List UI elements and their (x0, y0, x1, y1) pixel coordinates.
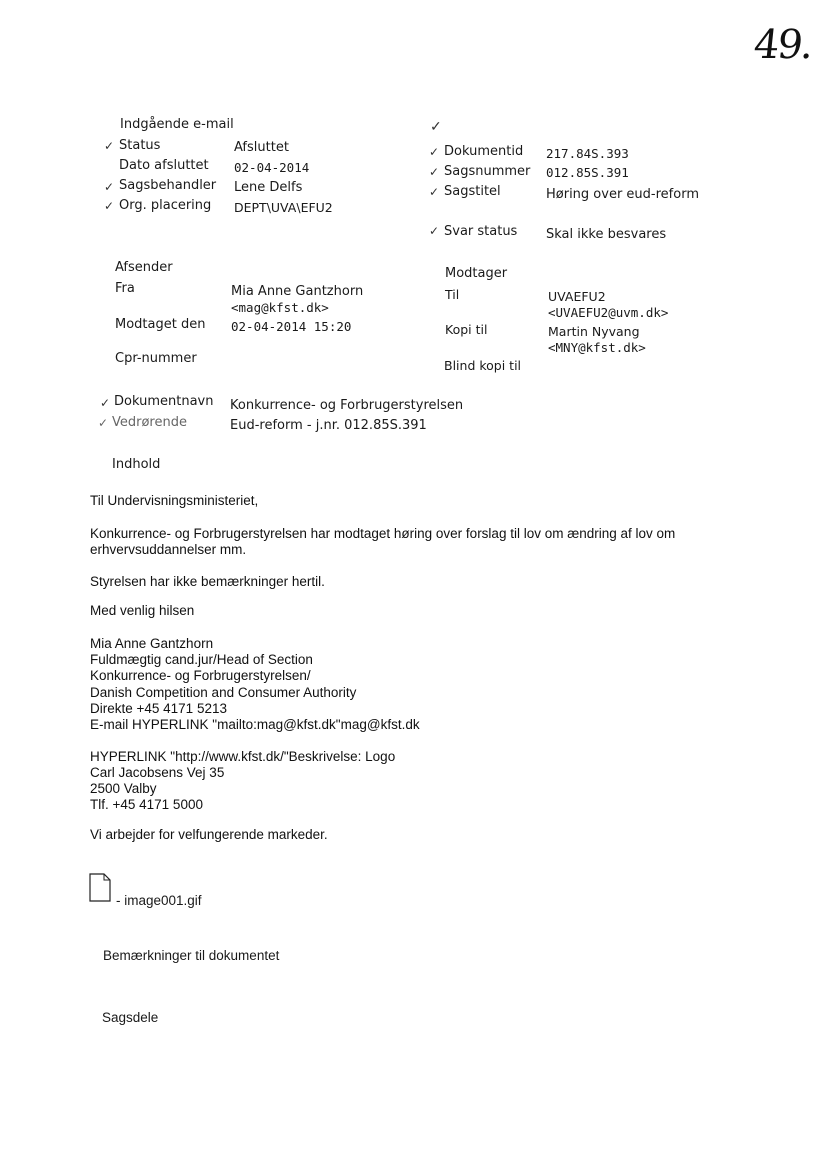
caseworker-label: Sagsbehandler (119, 178, 217, 193)
check-icon: ✓ (98, 416, 109, 430)
caseworker-value: Lene Delfs (234, 180, 303, 195)
handwritten-page-number: 49. (751, 22, 815, 68)
document-id-label: Dokumentid (444, 144, 524, 159)
case-parts-heading: Sagsdele (102, 1010, 159, 1025)
regarding-label: Vedrørende (112, 415, 187, 430)
org-placement-value: DEPT\UVA\EFU2 (234, 200, 333, 215)
to-label: Til (445, 287, 460, 302)
cc-email: <MNY@kfst.dk> (548, 340, 646, 355)
address-phone: Tlf. +45 4171 5000 (90, 797, 203, 812)
check-icon: ✓ (429, 165, 440, 179)
check-icon: ✓ (104, 180, 115, 194)
signature-title: Fuldmægtig cand.jur/Head of Section (90, 652, 313, 667)
check-icon: ✓ (429, 145, 440, 159)
signature-org-english: Danish Competition and Consumer Authority (90, 685, 357, 700)
date-closed-label: Dato afsluttet (119, 158, 209, 173)
body-paragraph-line: Konkurrence- og Forbrugerstyrelsen har modtaget høring over forslag til lov om ændring af lov om (90, 526, 676, 541)
received-label: Modtaget den (115, 317, 206, 332)
slogan: Vi arbejder for velfungerende markeder. (90, 827, 328, 842)
signature-name: Mia Anne Gantzhorn (90, 636, 214, 651)
check-icon: ✓ (430, 119, 442, 135)
signature-org: Konkurrence- og Forbrugerstyrelsen/ (90, 668, 311, 683)
org-placement-label: Org. placering (119, 198, 212, 213)
received-value: 02-04-2014 15:20 (231, 319, 352, 334)
cc-label: Kopi til (445, 322, 488, 337)
cpr-label: Cpr-nummer (115, 351, 197, 366)
email-type-title: Indgående e-mail (120, 117, 234, 132)
signature-phone: Direkte +45 4171 5213 (90, 701, 227, 716)
body-paragraph-line: erhvervsuddannelser mm. (90, 542, 247, 557)
regarding-value: Eud-reform - j.nr. 012.85S.391 (230, 418, 427, 433)
case-number-value: 012.85S.391 (546, 165, 629, 180)
signature-email: E-mail HYPERLINK "mailto:mag@kfst.dk"mag@kfst.dk (90, 717, 420, 732)
document-name-label: Dokumentnavn (114, 394, 214, 409)
from-email: <mag@kfst.dk> (231, 300, 329, 315)
address-street: Carl Jacobsens Vej 35 (90, 765, 225, 780)
check-icon: ✓ (429, 185, 440, 199)
document-id-value: 217.84S.393 (546, 146, 629, 161)
closing: Med venlig hilsen (90, 603, 195, 618)
to-name: UVAEFU2 (548, 289, 606, 304)
check-icon: ✓ (104, 139, 115, 153)
date-closed-value: 02-04-2014 (234, 160, 310, 175)
status-value: Afsluttet (234, 140, 289, 155)
reply-status-label: Svar status (444, 224, 518, 239)
body-paragraph: Styrelsen har ikke bemærkninger hertil. (90, 574, 325, 589)
bcc-label: Blind kopi til (444, 358, 522, 373)
case-title-label: Sagstitel (444, 184, 501, 199)
from-label: Fra (115, 281, 135, 296)
remarks-heading: Bemærkninger til dokumentet (103, 948, 280, 963)
sender-heading: Afsender (115, 260, 173, 275)
reply-status-value: Skal ikke besvares (546, 227, 667, 242)
check-icon: ✓ (429, 224, 440, 238)
case-title-value: Høring over eud-reform (546, 187, 699, 202)
check-icon: ✓ (104, 199, 115, 213)
from-name: Mia Anne Gantzhorn (231, 284, 364, 299)
logo-hyperlink: HYPERLINK "http://www.kfst.dk/"Beskrivelse: Logo (90, 749, 396, 764)
address-city: 2500 Valby (90, 781, 157, 796)
document-name-value: Konkurrence- og Forbrugerstyrelsen (230, 398, 464, 413)
cc-name: Martin Nyvang (548, 324, 640, 339)
check-icon: ✓ (100, 396, 111, 410)
content-heading: Indhold (112, 457, 161, 472)
case-number-label: Sagsnummer (444, 164, 531, 179)
greeting: Til Undervisningsministeriet, (90, 493, 259, 508)
status-label: Status (119, 138, 161, 153)
recipient-heading: Modtager (445, 266, 508, 281)
file-icon (89, 873, 111, 902)
attachment-name: - image001.gif (116, 893, 202, 908)
to-email: <UVAEFU2@uvm.dk> (548, 305, 669, 320)
